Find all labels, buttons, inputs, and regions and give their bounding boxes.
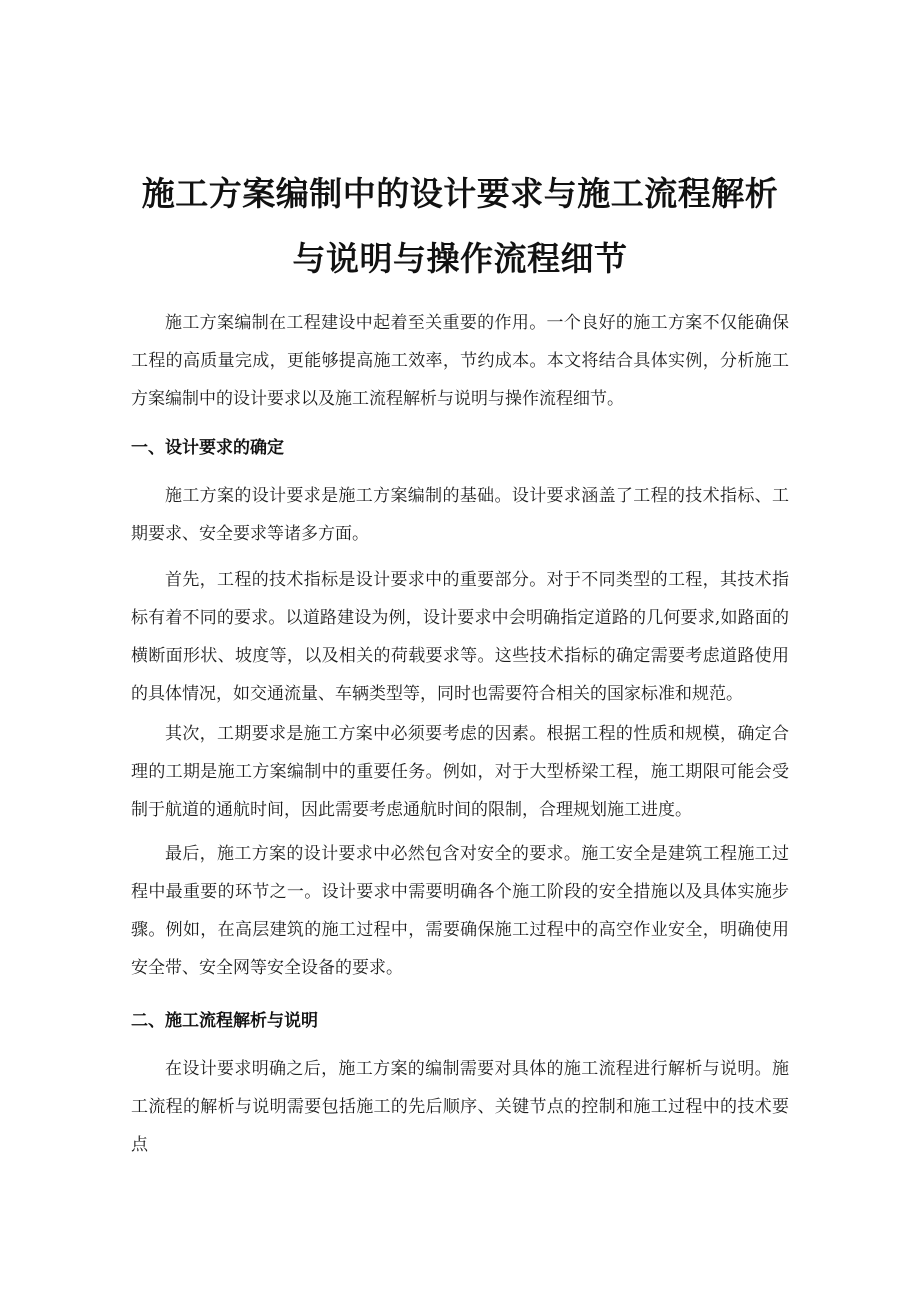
section-1-paragraph-3: 其次，工期要求是施工方案中必须要考虑的因素。根据工程的性质和规模，确定合理的工期是施工方案编制中的重要任务。例如，对于大型桥梁工程，施工期限可能会受制于航道的通航时间，因此需要考虑通航时间的限制，合理规划施工进度。 — [131, 724, 789, 820]
intro-paragraph: 施工方案编制在工程建设中起着至关重要的作用。一个良好的施工方案不仅能确保工程的高质量完成，更能够提高施工效率，节约成本。本文将结合具体实例，分析施工方案编制中的设计要求以及施工流程解析与说明与操作流程细节。 — [131, 313, 789, 409]
section-2-paragraph-1: 在设计要求明确之后，施工方案的编制需要对具体的施工流程进行解析与说明。施工流程的解析与说明需要包括施工的先后顺序、关键节点的控制和施工过程中的技术要点 — [131, 1059, 789, 1155]
document-title-line-1: 施工方案编制中的设计要求与施工流程解析 — [141, 174, 779, 213]
section-1-paragraph-2: 首先，工程的技术指标是设计要求中的重要部分。对于不同类型的工程，其技术指标有着不同的要求。以道路建设为例，设计要求中会明确指定道路的几何要求,如路面的横断面形状、坡度等，以及相关的荷载要求等。这些技术指标的确定需要考虑道路使用的具体情况，如交通流量、车辆类型等，同时也需要符合相关的国家标准和规范。 — [131, 570, 789, 704]
section-1-paragraph-4: 最后，施工方案的设计要求中必然包含对安全的要求。施工安全是建筑工程施工过程中最重要的环节之一。设计要求中需要明确各个施工阶段的安全措施以及具体实施步骤。例如，在高层建筑的施工过程中，需要确保施工过程中的高空作业安全，明确使用安全带、安全网等安全设备的要求。 — [131, 844, 789, 978]
section-2-heading: 二、施工流程解析与说明 — [131, 1011, 318, 1031]
document-title-line-2: 与说明与操作流程细节 — [292, 239, 628, 278]
section-1-heading: 一、设计要求的确定 — [131, 438, 284, 458]
section-1-paragraph-1: 施工方案的设计要求是施工方案编制的基础。设计要求涵盖了工程的技术指标、工期要求、安全要求等诸多方面。 — [131, 486, 789, 544]
